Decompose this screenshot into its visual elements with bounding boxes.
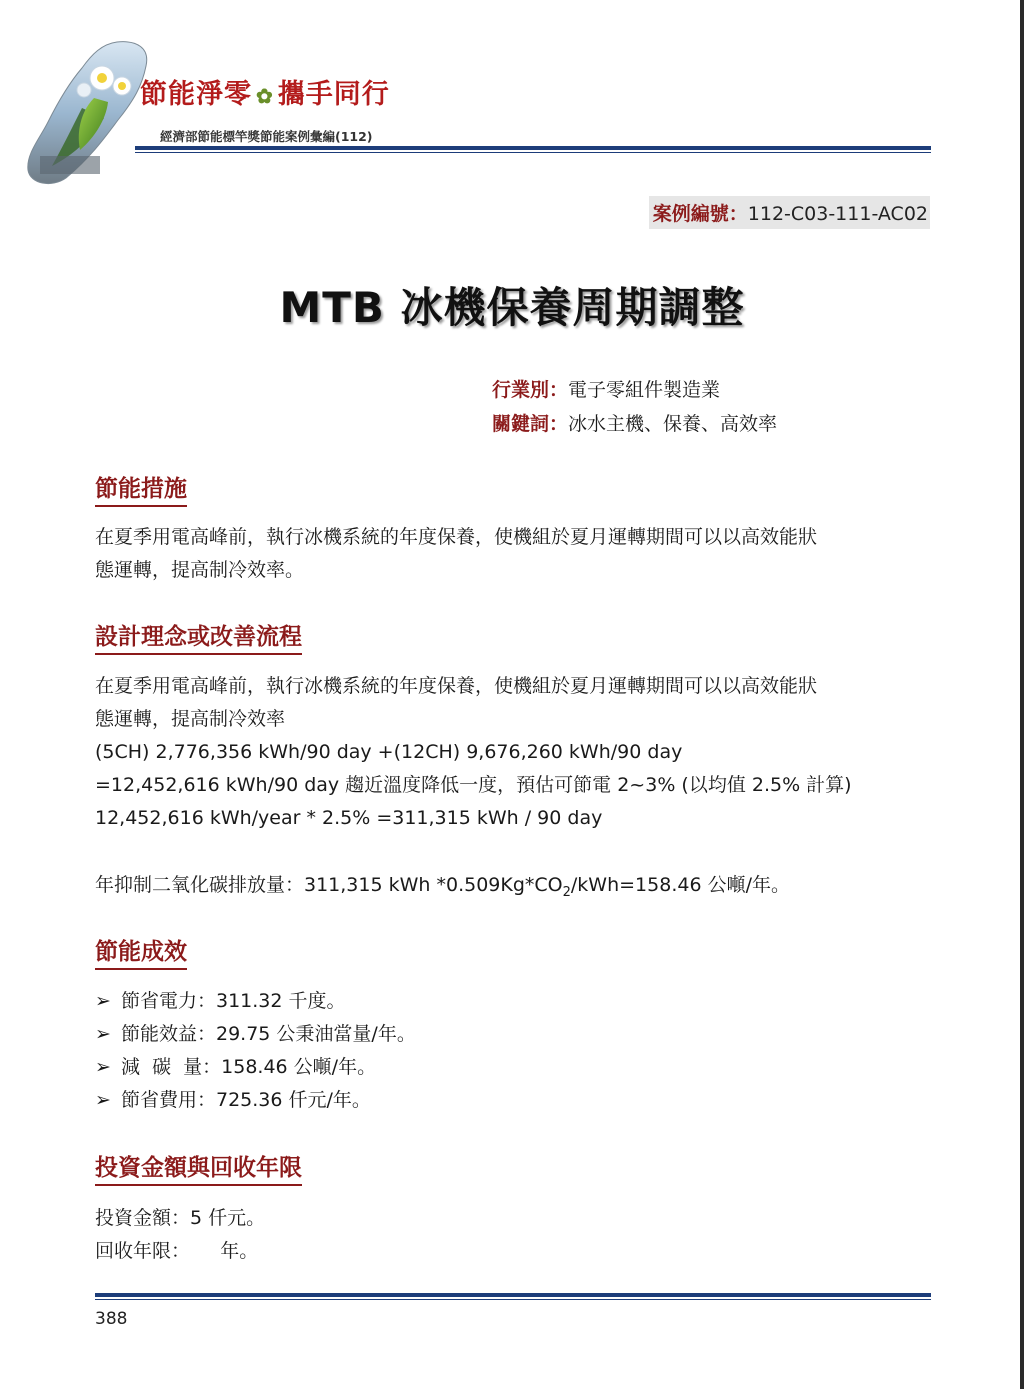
text-line: 12,452,616 kWh/year * 2.5% =311,315 kWh / 90 day [95,807,603,829]
header-subtitle: 經濟部節能標竿獎節能案例彙編(112) [160,129,373,144]
keywords-value: 冰水主機、保養、高效率 [568,413,778,435]
co2-suffix: /kWh=158.46 公噸/年。 [570,874,790,896]
list-item [95,1084,416,1117]
section-heading-investment: 投資金額與回收年限 [95,1149,302,1186]
co2-subscript: 2 [562,884,571,900]
text-line: 態運轉，提高制冷效率 [95,708,286,730]
case-number-label: 案例編號： [652,203,748,225]
keywords [492,409,777,436]
page-title: MTB 冰機保養周期調整 [279,283,745,332]
measures-paragraph [95,521,935,587]
case-number-value: 112-C03-111-AC02 [747,203,928,225]
keywords-label: 關鍵詞： [492,413,569,435]
co2-line [95,869,935,909]
footer-rule [95,1293,931,1297]
investment-amount: 投資金額：5 仟元。 [95,1207,266,1229]
effect-text: 節省電力：311.32 千度。 [121,990,346,1012]
header-rule [135,146,931,150]
section-heading-design: 設計理念或改善流程 [95,618,302,655]
effect-text: 減 碳 量：158.46 公噸/年。 [121,1056,377,1078]
design-paragraph [95,670,935,835]
text-line: =12,452,616 kWh/90 day 趨近溫度降低一度，預估可節電 2~3% (以均值 2.5% 計算) [95,774,852,796]
list-item [95,1051,416,1084]
text-line: (5CH) 2,776,356 kWh/90 day +(12CH) 9,676,260 kWh/90 day [95,741,683,763]
effects-list [95,985,416,1117]
industry-value: 電子零組件製造業 [568,379,721,401]
taiwan-map-logo [22,38,232,188]
section-heading-measures: 節能措施 [95,470,187,507]
industry-label: 行業別： [492,379,569,401]
arrow-bullet-icon: ➢ [95,1023,111,1045]
text-line: 在夏季用電高峰前，執行冰機系統的年度保養，使機組於夏月運轉期間可以以高效能狀 [95,675,818,697]
text-line: 態運轉，提高制冷效率。 [95,559,305,581]
arrow-bullet-icon: ➢ [95,1056,111,1078]
investment-paragraph [95,1202,935,1268]
text-line: 在夏季用電高峰前，執行冰機系統的年度保養，使機組於夏月運轉期間可以以高效能狀 [95,526,818,548]
section-heading-effects: 節能成效 [95,933,187,970]
header-rule-thin [135,152,931,153]
effect-text: 節能效益：29.75 公秉油當量/年。 [121,1023,416,1045]
arrow-bullet-icon: ➢ [95,1089,111,1111]
list-item [95,985,416,1018]
effect-text: 節省費用：725.36 仟元/年。 [121,1089,371,1111]
flower-icon: ✿ [256,84,274,108]
co2-prefix: 年抑制二氧化碳排放量：311,315 kWh *0.509Kg*CO [95,874,563,896]
payback-period: 回收年限： 年。 [95,1240,259,1262]
slogan [140,72,390,111]
page-number: 388 [95,1309,128,1329]
footer-rule-thin [95,1299,931,1300]
case-number [649,196,930,229]
slogan-right: 攜手同行 [277,79,390,110]
page-edge [1020,0,1024,1389]
arrow-bullet-icon: ➢ [95,990,111,1012]
slogan-left: 節能淨零 [140,79,252,110]
list-item [95,1018,416,1051]
industry [492,375,720,402]
